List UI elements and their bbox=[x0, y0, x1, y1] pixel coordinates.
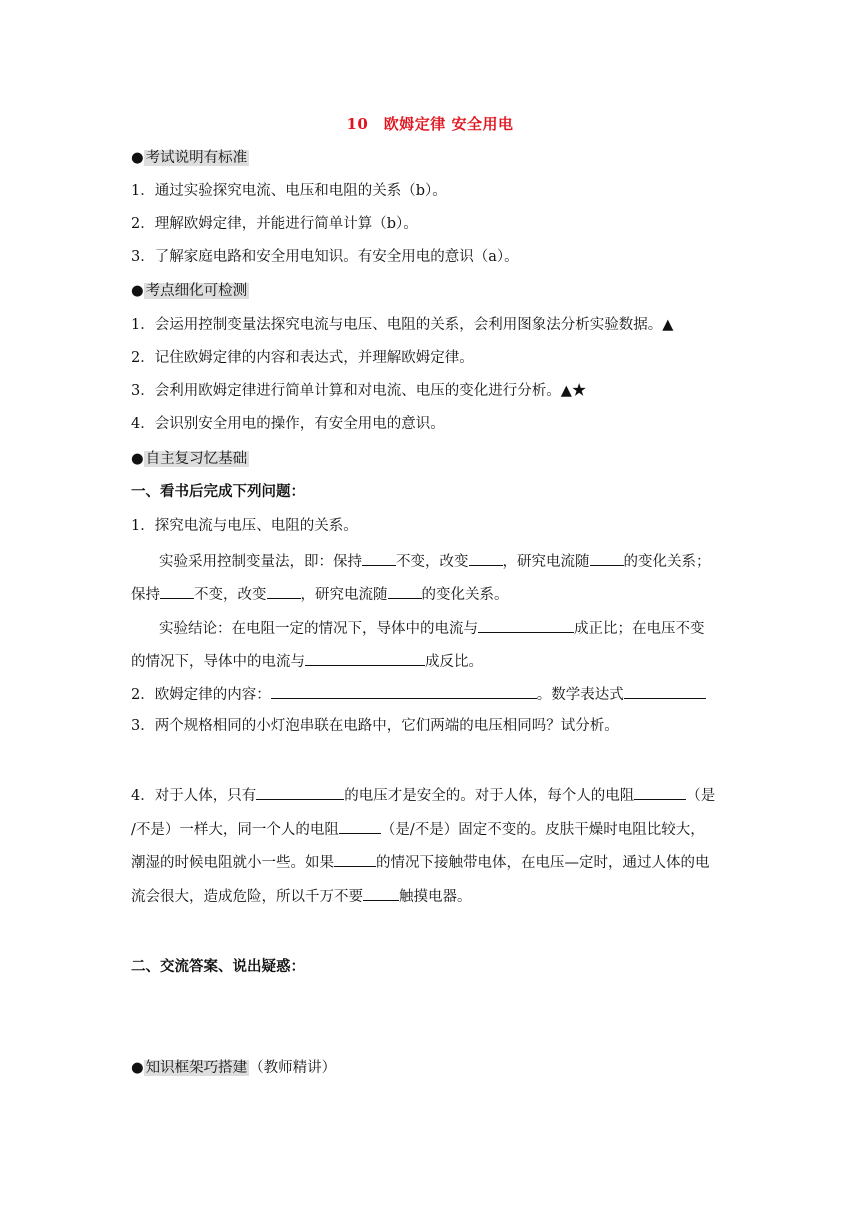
list-item: 2．理解欧姆定律，并能进行简单计算（b）。 bbox=[131, 216, 418, 232]
section-heading-exam-standard bbox=[131, 148, 731, 168]
question-2: 2．欧姆定律的内容： 。数学表达式 bbox=[131, 682, 731, 705]
answer-blank[interactable] bbox=[305, 649, 425, 666]
page-title: 10 欧姆定律 安全用电 bbox=[346, 115, 514, 133]
answer-blank[interactable] bbox=[160, 582, 194, 599]
section-heading-text: 考试说明有标准 bbox=[145, 150, 248, 166]
question-1-line-d: 的情况下，导体中的电流与 成反比。 bbox=[131, 649, 731, 672]
answer-blank[interactable] bbox=[478, 616, 574, 633]
list-item: 4．会识别安全用电的操作，有安全用电的意识。 bbox=[131, 416, 445, 432]
answer-blank[interactable] bbox=[271, 682, 537, 699]
section-heading-text: 考点细化可检测 bbox=[145, 283, 248, 299]
answer-blank[interactable] bbox=[334, 850, 376, 867]
bullet: ● bbox=[131, 451, 144, 467]
bullet: ● bbox=[131, 150, 144, 166]
question-1-line-a: 实验采用控制变量法，即：保持 不变，改变 ，研究电流随 的变化关系； bbox=[159, 549, 759, 572]
question-4-line-c: 潮湿的时候电阻就小一些。如果 的情况下接触带电体，在电压—定时，通过人体的电 bbox=[131, 850, 731, 873]
list-item: 3．会利用欧姆定律进行简单计算和对电流、电压的变化进行分析。▲★ bbox=[131, 383, 587, 399]
section-heading-text: 自主复习忆基础 bbox=[145, 451, 248, 467]
answer-blank[interactable] bbox=[469, 549, 503, 566]
answer-blank[interactable] bbox=[362, 549, 396, 566]
section-heading-self-review bbox=[131, 449, 731, 469]
question-4-line-a: 4．对于人体，只有 的电压才是安全的。对于人体，每个人的电阻 （是 bbox=[131, 783, 731, 806]
question-4-line-b: /不是）一样大，同一个人的电阻 （是/不是）固定不变的。皮肤干燥时电阻比较大， bbox=[131, 817, 731, 840]
answer-blank[interactable] bbox=[256, 783, 344, 800]
list-item: 1．会运用控制变量法探究电流与电压、电阻的关系，会利用图象法分析实验数据。▲ bbox=[131, 317, 674, 333]
question-1: 1．探究电流与电压、电阻的关系。 bbox=[131, 518, 358, 534]
bullet: ● bbox=[131, 283, 144, 299]
question-3: 3．两个规格相同的小灯泡串联在电路中，它们两端的电压相同吗？试分析。 bbox=[131, 718, 619, 734]
answer-blank[interactable] bbox=[339, 817, 381, 834]
answer-blank[interactable] bbox=[363, 884, 399, 901]
bullet: ● bbox=[131, 1060, 144, 1076]
section-heading-text: 知识框架巧搭建 bbox=[145, 1060, 248, 1076]
section-heading-knowledge-framework bbox=[131, 1058, 731, 1078]
subsection-title: 二、交流答案、说出疑惑： bbox=[131, 958, 305, 975]
question-1-line-c: 实验结论：在电阻一定的情况下，导体中的电流与 成正比；在电压不变 bbox=[159, 616, 759, 639]
answer-blank[interactable] bbox=[590, 549, 624, 566]
answer-blank[interactable] bbox=[267, 582, 301, 599]
answer-blank[interactable] bbox=[634, 783, 686, 800]
section-note: （教师精讲） bbox=[249, 1060, 337, 1076]
list-item: 2．记住欧姆定律的内容和表达式，并理解欧姆定律。 bbox=[131, 350, 474, 366]
question-4-line-d: 流会很大，造成危险，所以千万不要 触摸电器。 bbox=[131, 884, 731, 907]
answer-blank[interactable] bbox=[624, 682, 706, 699]
section-heading-test-points bbox=[131, 281, 731, 301]
list-item: 3．了解家庭电路和安全用电知识。有安全用电的意识（a）。 bbox=[131, 249, 519, 265]
answer-blank[interactable] bbox=[388, 582, 422, 599]
subsection-title: 一、看书后完成下列问题： bbox=[131, 483, 305, 500]
question-1-line-b: 保持 不变，改变 ，研究电流随 的变化关系。 bbox=[131, 582, 731, 605]
list-item: 1．通过实验探究电流、电压和电阻的关系（b）。 bbox=[131, 183, 447, 199]
